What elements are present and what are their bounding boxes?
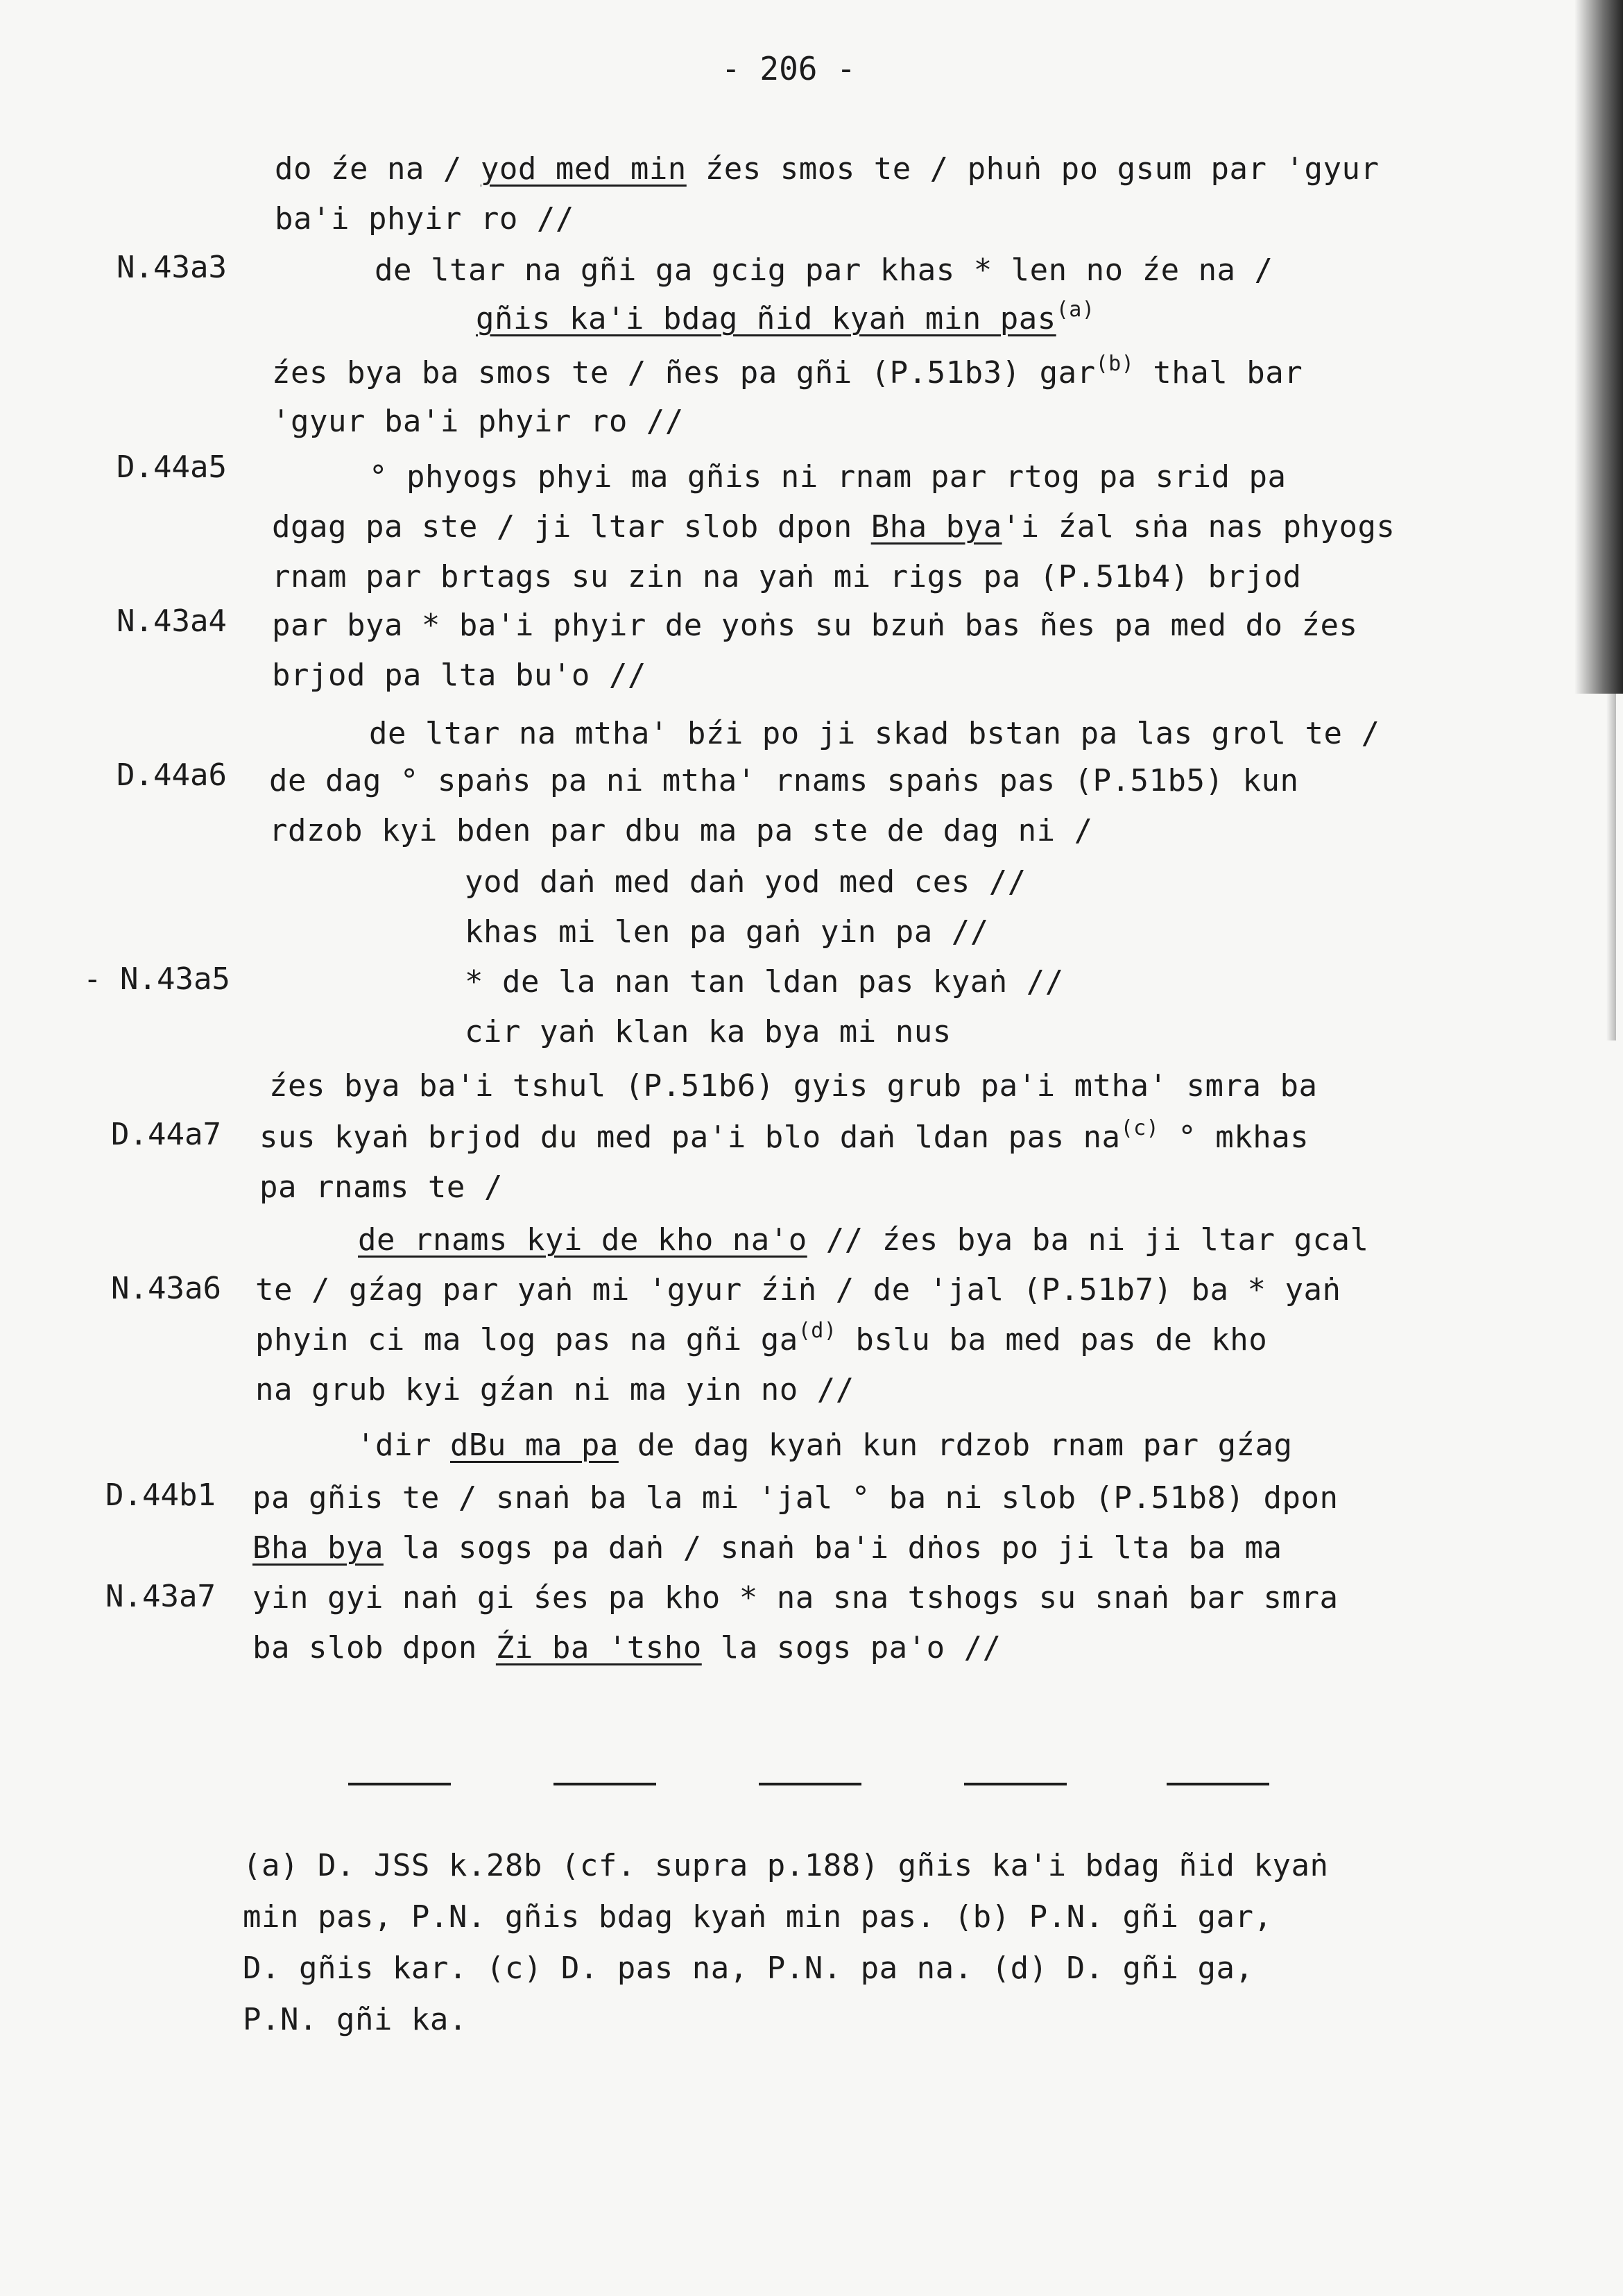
text-line: ba'i phyir ro //	[275, 201, 574, 237]
text-line: Bha bya la sogs pa daṅ / snaṅ ba'i dṅos po ji lta ba ma	[252, 1530, 1282, 1566]
margin-ref-n43a6: N.43a6	[111, 1271, 221, 1306]
underlined-phrase: gñis ka'i bdag ñid kyaṅ min pas	[476, 301, 1056, 336]
underlined-phrase: de rnams kyi de kho na'o	[358, 1222, 807, 1258]
text-line: brjod pa lta bu'o //	[272, 658, 646, 693]
text-line: par bya * ba'i phyir de yoṅs su bzuṅ bas ñes pa med do źes	[272, 608, 1358, 643]
text-line: 'gyur ba'i phyir ro //	[272, 404, 684, 439]
text-line: źes bya ba smos te / ñes pa gñi (P.51b3) gar$^{(b)}$ thal bar	[272, 352, 1303, 391]
text-line: rdzob kyi bden par dbu ma pa ste de dag ni /	[269, 813, 1093, 848]
verse-line: cir yaṅ klan ka bya mi nus	[465, 1014, 952, 1050]
scan-edge-shadow-lower	[1606, 694, 1616, 1040]
verse-line: yod daṅ med daṅ yod med ces //	[465, 864, 1027, 900]
footnote-separator-dash	[1167, 1783, 1269, 1785]
footnote-marker: (a)	[1056, 298, 1095, 322]
footnote-marker: (d)	[798, 1319, 837, 1343]
text-line: te / gźag par yaṅ mi 'gyur źiṅ / de 'jal (P.51b7) ba * yaṅ	[255, 1272, 1341, 1308]
underlined-phrase: Bha bya	[870, 509, 1002, 545]
text-line	[476, 298, 1095, 336]
margin-ref-n43a7: N.43a7	[105, 1579, 216, 1614]
margin-ref-n43a4: N.43a4	[117, 603, 227, 639]
underlined-phrase: Źi ba 'tsho	[495, 1630, 702, 1665]
page-number: - 206 -	[721, 50, 856, 87]
text-line: de ltar na mtha' bźi po ji skad bstan pa las grol te /	[369, 716, 1380, 751]
text-line: ba slob dpon Źi ba 'tsho la sogs pa'o //	[252, 1630, 1002, 1665]
margin-ref-d44a5: D.44a5	[117, 449, 227, 485]
text-line: 'dir dBu ma pa de dag kyaṅ kun rdzob rnam par gźag	[357, 1428, 1293, 1463]
footnote-line: D. gñis kar. (c) D. pas na, P.N. pa na. (d) D. gñi ga,	[243, 1951, 1254, 1986]
footnote-separator-dash	[553, 1783, 656, 1785]
footnote-line: P.N. gñi ka.	[243, 2002, 467, 2037]
scan-edge-shadow	[1574, 0, 1623, 694]
text-line: de rnams kyi de kho na'o // źes bya ba ni ji ltar gcal	[358, 1222, 1369, 1258]
verse-line: khas mi len pa gaṅ yin pa //	[465, 914, 989, 950]
footnote-marker: (b)	[1095, 352, 1135, 376]
footnote-separator-dash	[964, 1783, 1067, 1785]
footnote-separator-dash	[348, 1783, 451, 1785]
text-line: sus kyaṅ brjod du med pa'i blo daṅ ldan pas $na^{(c)}$ ° mkhas	[259, 1116, 1309, 1155]
footnote-line: min pas, P.N. gñis bdag kyaṅ min pas. (b) P.N. gñi gar,	[243, 1899, 1273, 1935]
verse-line: * de la nan tan ldan pas kyaṅ //	[465, 964, 1064, 1000]
footnote-separator-dash	[759, 1783, 861, 1785]
margin-ref-d44a6: D.44a6	[117, 757, 227, 793]
text-line: phyin ci ma log pas na gñi $ga^{(d)}$ bslu ba med pas de kho	[255, 1319, 1268, 1357]
margin-ref-n43a3: N.43a3	[117, 250, 227, 285]
underlined-phrase: yod med min	[480, 151, 687, 187]
underlined-phrase: dBu ma pa	[449, 1428, 619, 1463]
text-line: yin gyi naṅ gi śes pa kho * na sna tshogs su snaṅ bar smra	[252, 1580, 1339, 1616]
text-line: na grub kyi gźan ni ma yin no //	[255, 1372, 855, 1407]
text-line: dgag pa ste / ji ltar slob dpon Bha bya'i źal sṅa nas phyogs	[272, 509, 1396, 545]
text-line: rnam par brtags su zin na yaṅ mi rigs pa (P.51b4) brjod	[272, 559, 1302, 594]
margin-ref-n43a5: - N.43a5	[83, 961, 230, 997]
text-line: de dag ° spaṅs pa ni mtha' rnams spaṅs pas (P.51b5) kun	[269, 763, 1299, 798]
margin-ref-d44a7: D.44a7	[111, 1117, 221, 1152]
margin-ref-d44b1: D.44b1	[105, 1477, 216, 1513]
text-line: ° phyogs phyi ma gñis ni rnam par rtog pa srid pa	[369, 459, 1287, 495]
footnote-marker: (c)	[1120, 1116, 1160, 1140]
text-line: de ltar na gñi ga gcig par khas * len no źe na /	[375, 252, 1273, 288]
underlined-phrase: Bha bya	[252, 1530, 384, 1566]
text-line: do źe na / yod med min źes smos te / phuṅ po gsum par 'gyur	[275, 151, 1380, 187]
footnote-line: (a) D. JSS k.28b (cf. supra p.188) gñis ka'i bdag ñid kyaṅ	[243, 1848, 1329, 1883]
text-line: pa rnams te /	[259, 1170, 503, 1205]
text-line: źes bya ba'i tshul (P.51b6) gyis grub pa'i mtha' smra ba	[269, 1068, 1318, 1104]
text-line: pa gñis te / snaṅ ba la mi 'jal ° ba ni slob (P.51b8) dpon	[252, 1480, 1339, 1516]
